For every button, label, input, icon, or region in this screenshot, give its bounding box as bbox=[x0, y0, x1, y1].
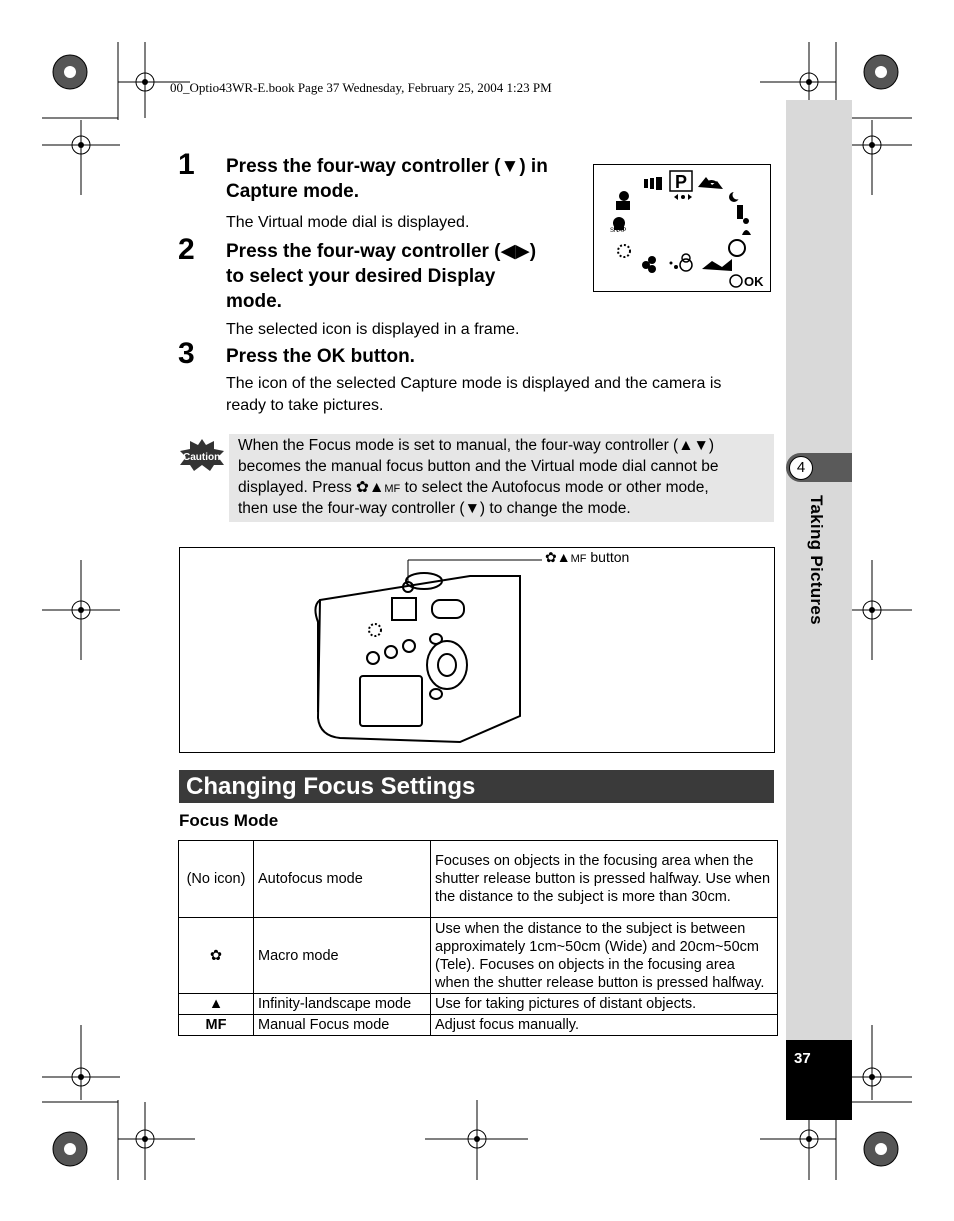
section-heading bbox=[179, 770, 774, 803]
macro-icon: ✿ bbox=[179, 918, 254, 994]
step-3-body: The icon of the selected Capture mode is displayed and the camera is ready to take pictures. bbox=[226, 375, 722, 414]
caution-note: When the Focus mode is set to manual, the four-way controller (▲▼) becomes the manual focus button and the Virtual mode dial cannot be displayed. Press ✿▲MF to select the Autofocus mode or other mode, then use the four-way controller (▼) to change the mode. bbox=[229, 434, 774, 522]
chapter-tab bbox=[786, 453, 852, 482]
print-header: 00_Optio43WR-E.book Page 37 Wednesday, February 25, 2004 1:23 PM bbox=[170, 80, 552, 95]
step-3-title: Press the OK button. bbox=[226, 346, 415, 367]
step-1-title: Press the four-way controller (▼) in Capture mode. bbox=[226, 156, 548, 202]
mode-icon-cell: MF bbox=[179, 1015, 254, 1036]
selected-mode-p: P bbox=[675, 172, 688, 192]
mode-icon-cell: (No icon) bbox=[179, 841, 254, 918]
caution-icon-label: Caution bbox=[183, 452, 221, 463]
mode-description-cell: Use when the distance to the subject is between approximately 1cm~50cm (Wide) and 20cm~50cm (Tele). Focuses on objects in the focusing area when the shutter release button is pressed halfway. bbox=[431, 918, 778, 994]
step-3-number: 3 bbox=[178, 337, 195, 370]
step-2-title: Press the four-way controller (◀▶) to select your desired Display mode. bbox=[226, 241, 537, 312]
chapter-title: Taking Pictures bbox=[807, 495, 826, 625]
mode-description-cell: Use for taking pictures of distant objects. bbox=[431, 994, 778, 1015]
mode-name-cell: Infinity-landscape mode bbox=[254, 994, 431, 1015]
mf-button-callout: ✿▲MF button bbox=[545, 549, 630, 565]
mountain-icon: ▲ bbox=[369, 479, 385, 496]
page-number: 37 bbox=[794, 1050, 811, 1067]
step-1-number: 1 bbox=[178, 148, 195, 181]
mountain-icon: ▲ bbox=[556, 549, 571, 565]
mode-dial-icons bbox=[594, 165, 770, 291]
macro-icon: ✿ bbox=[356, 479, 370, 496]
mode-name-cell: Macro mode bbox=[254, 918, 431, 994]
mode-name-cell: Autofocus mode bbox=[254, 841, 431, 918]
macro-icon: ✿ bbox=[545, 549, 557, 565]
virtual-mode-dial-screen bbox=[593, 164, 771, 292]
table-row bbox=[179, 994, 778, 1015]
section-title: Changing Focus Settings bbox=[186, 773, 476, 800]
mode-description-cell: Adjust focus manually. bbox=[431, 1015, 778, 1036]
ok-label: OK bbox=[744, 274, 764, 289]
mode-name-cell: Manual Focus mode bbox=[254, 1015, 431, 1036]
table-row bbox=[179, 1015, 778, 1036]
step-2-number: 2 bbox=[178, 233, 195, 266]
snap-label: SNAP bbox=[610, 228, 627, 234]
camera-figure bbox=[179, 547, 775, 753]
caution-icon bbox=[180, 439, 224, 471]
mode-description-cell: Focuses on objects in the focusing area when the shutter release button is pressed halfway. Use when the distance to the subject is more than 30cm. bbox=[431, 841, 778, 918]
step-1-body: The Virtual mode dial is displayed. bbox=[226, 214, 470, 231]
focus-mode-table bbox=[178, 840, 778, 1036]
table-row bbox=[179, 841, 778, 918]
mountain-icon: ▲ bbox=[179, 994, 254, 1015]
table-row bbox=[179, 918, 778, 994]
subsection-title: Focus Mode bbox=[179, 811, 279, 830]
chapter-number: 4 bbox=[789, 456, 813, 480]
page-number-box bbox=[786, 1040, 852, 1120]
camera-illustration bbox=[180, 548, 774, 752]
step-2-body: The selected icon is displayed in a frame. bbox=[226, 321, 520, 338]
